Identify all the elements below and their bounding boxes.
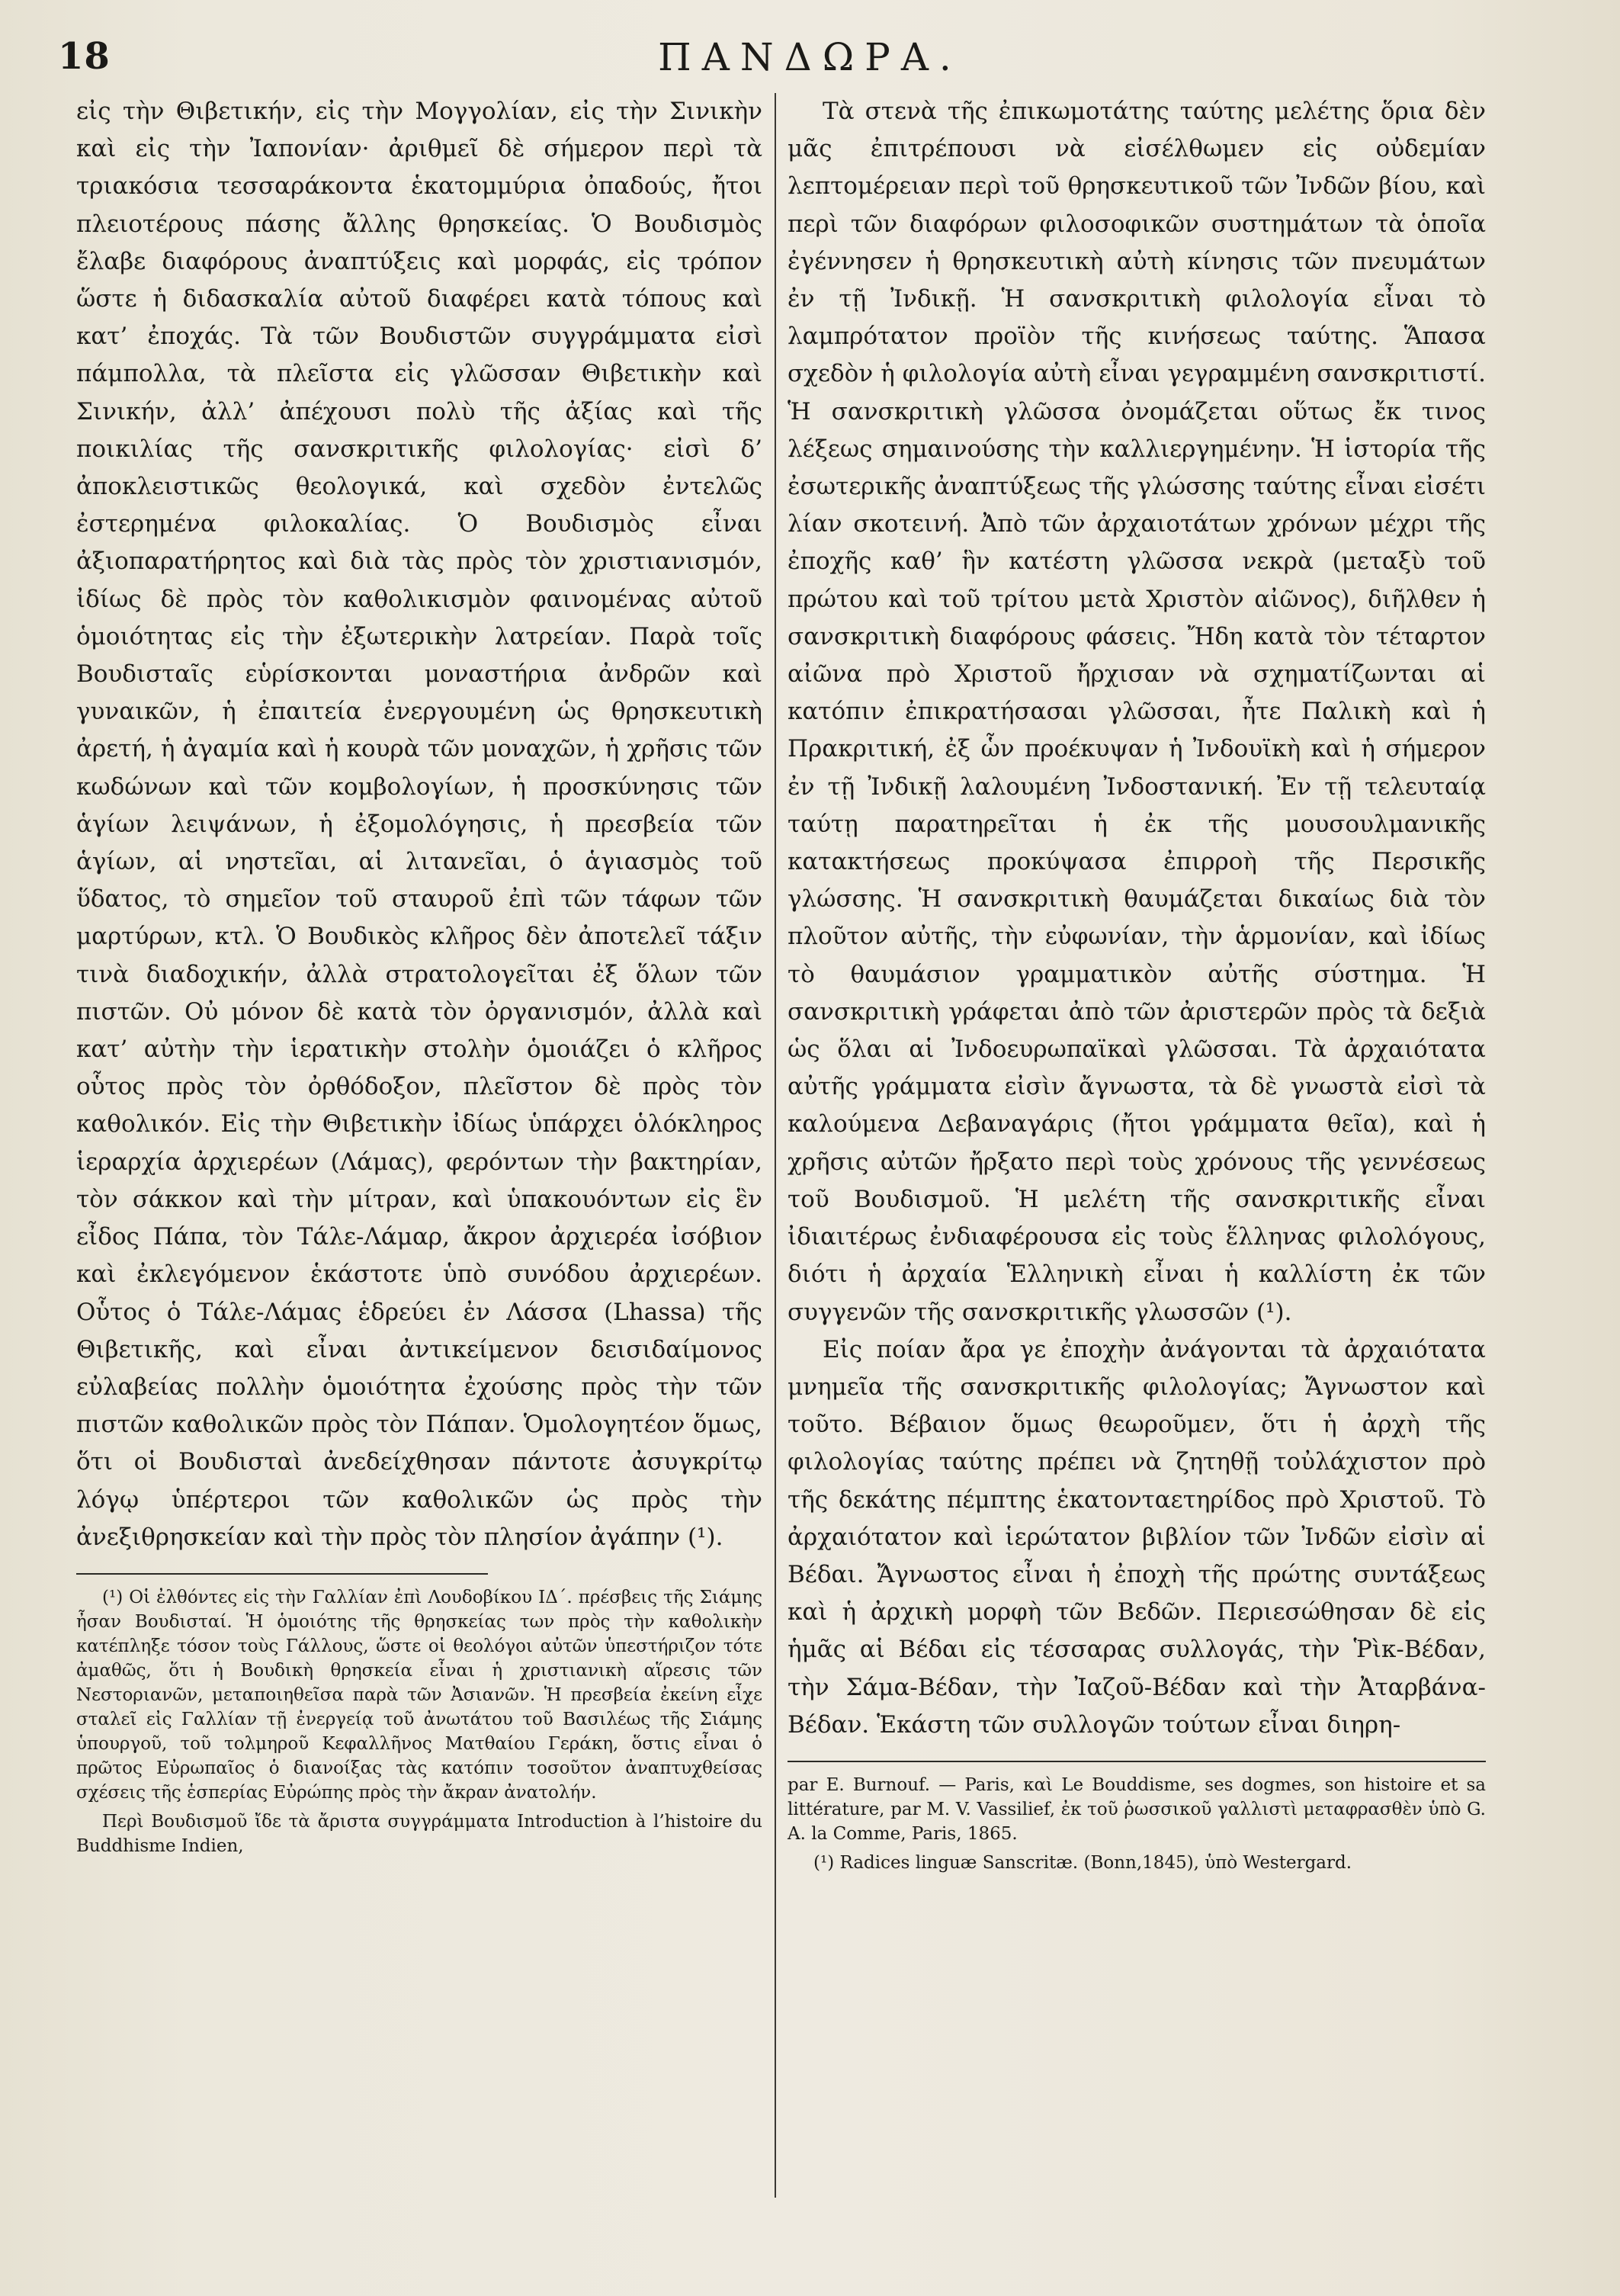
left-paragraph-1: εἰς τὴν Θιβετικήν, εἰς τὴν Μογγολίαν, εἰς τὴν Σινικὴν καὶ εἰς τὴν Ἰαπονίαν· ἀριθμεῖ δὲ σήμερον περὶ τὰ τριακόσια τεσσαράκοντα ἑκατομμύρια ὀπαδούς, ἤτοι πλειοτέρους πάσης ἄλλης θρησκείας. Ὁ Βουδισμὸς ἔλαβε διαφόρους ἀναπτύξεις καὶ μορφάς, εἰς τρόπον ὥστε ἡ διδασκαλία αὐτοῦ διαφέρει κατὰ τόπους καὶ κατ’ ἐποχάς. Τὰ τῶν Βουδιστῶν συγγράμματα εἰσὶ πάμπολλα, τὰ πλεῖστα εἰς γλῶσσαν Θιβετικὴν καὶ Σινικήν, ἀλλ’ ἀπέχουσι πολὺ τῆς ἀξίας καὶ τῆς ποικιλίας τῆς σανσκριτικῆς φιλολογίας· εἰσὶ δ’ ἀποκλειστικῶς θεολογικά, καὶ σχεδὸν ἐντελῶς ἐστερημένα φιλοκαλίας. Ὁ Βουδισμὸς εἶναι ἀξιοπαρατήρητος καὶ διὰ τὰς πρὸς τὸν χριστιανισμόν, ἰδίως δὲ πρὸς τὸν καθολικισμὸν φαινομένας αὐτοῦ ὁμοιότητας εἰς τὴν ἐξωτερικὴν λατρείαν. Παρὰ τοῖς Βουδισταῖς εὑρίσκονται μοναστήρια ἀνδρῶν καὶ γυναικῶν, ἡ ἐπαιτεία ἐνεργουμένη ὡς θρησκευτικὴ ἀρετή, ἡ ἀγαμία καὶ ἡ κουρὰ τῶν μοναχῶν, ἡ χρῆσις τῶν κωδώνων καὶ τῶν κομβολογίων, ἡ προσκύνησις τῶν ἁγίων λειψάνων, ἡ ἐξομολόγησις, ἡ πρεσβεία τῶν ἁγίων, αἱ νηστεῖαι, αἱ λιτανεῖαι, ὁ ἁγιασμὸς τοῦ ὕδατος, τὸ σημεῖον τοῦ σταυροῦ ἐπὶ τῶν τάφων τῶν μαρτύρων, κτλ. Ὁ Βουδικὸς κλῆρος δὲν ἀποτελεῖ τάξιν τινὰ διαδοχικήν, ἀλλὰ στρατολογεῖται ἐξ ὅλων τῶν πιστῶν. Οὐ μόνον δὲ κατὰ τὸν ὀργανισμόν, ἀλλὰ καὶ κατ’ αὐτὴν τὴν ἱερατικὴν στολὴν ὁμοιάζει ὁ κλῆρος οὗτος πρὸς τὸν ὀρθόδοξον, πλεῖστον δὲ πρὸς τὸν καθολικόν. Εἰς τὴν Θιβετικὴν ἰδίως ὑπάρχει ὁλόκληρος ἱεραρχία ἀρχιερέων (Λάμας), φερόντων τὴν βακτηρίαν, τὸν σάκκον καὶ τὴν μίτραν, καὶ ὑπακουόντων εἰς ἓν εἶδος Πάπα, τὸν Τάλε-Λάμαρ, ἄκρον ἀρχιερέα ἰσόβιον καὶ ἐκλεγόμενον ἑκάστοτε ὑπὸ συνόδου ἀρχιερέων. Οὗτος ὁ Τάλε-Λάμας ἑδρεύει ἐν Λάσσα (Lhassa) τῆς Θιβετικῆς, καὶ εἶναι ἀντικείμενον δεισιδαίμονος εὐλαβείας πολλὴν ὁμοιότητα ἐχούσης πρὸς τὴν τῶν πιστῶν καθολικῶν πρὸς τὸν Πάπαν. Ὁμολογητέον ὅμως, ὅτι οἱ Βουδισταὶ ἀνεδείχθησαν πάντοτε ἀσυγκρίτῳ λόγῳ ὑπέρτεροι τῶν καθολικῶν ὡς πρὸς τὴν ἀνεξιθρησκείαν καὶ τὴν πρὸς τὸν πλησίον ἀγάπην (¹).: [76, 98, 762, 1551]
right-paragraph-2: Εἰς ποίαν ἄρα γε ἐποχὴν ἀνάγονται τὰ ἀρχαιότατα μνημεῖα τῆς σανσκριτικῆς φιλολογίας; Ἄγνωστον καὶ τοῦτο. Βέβαιον ὅμως θεωροῦμεν, ὅτι ἡ ἀρχὴ τῆς φιλολογίας ταύτης πρέπει νὰ ζητηθῇ τοὐλάχιστον πρὸ τῆς δεκάτης πέμπτης ἑκατονταετηρίδος πρὸ Χριστοῦ. Τὸ ἀρχαιότατον καὶ ἱερώτατον βιβλίον τῶν Ἰνδῶν εἰσὶν αἱ Βέδαι. Ἄγνωστος εἶναι ἡ ἐποχὴ τῆς πρώτης συντάξεως καὶ ἡ ἀρχικὴ μορφὴ τῶν Βεδῶν. Περιεσώθησαν δὲ εἰς ἡμᾶς αἱ Βέδαι εἰς τέσσαρας συλλογάς, τὴν Ῥὶκ-Βέδαν, τὴν Σάμα-Βέδαν, τὴν Ἰαζοῦ-Βέδαν καὶ τὴν Ἀταρβάνα-Βέδαν. Ἑκάστη τῶν συλλογῶν τούτων εἶναι διηρη-: [788, 1335, 1486, 1739]
left-column: [76, 93, 762, 1858]
column-divider: [775, 93, 776, 2198]
left-footnote-1: (¹) Οἱ ἐλθόντες εἰς τὴν Γαλλίαν ἐπὶ Λουδοβίκου ΙΔ΄. πρέσβεις τῆς Σιάμης ἦσαν Βουδισταί. Ἡ ὁμοιότης τῆς θρησκείας των πρὸς τὴν καθολικὴν κατέπληξε τόσον τοὺς Γάλλους, ὥστε οἱ θεολόγοι αὐτῶν ὑπεστήριζον τότε ἀμαθῶς, ὅτι ἡ Βουδικὴ θρησκεία εἶναι ἡ χριστιανικὴ αἵρεσις τῶν Νεστοριανῶν, μεταποιηθεῖσα παρὰ τῶν Ἀσιανῶν. Ἡ πρεσβεία ἐκείνη εἶχε σταλεῖ εἰς Γαλλίαν τῇ ἐνεργείᾳ τοῦ ἀνωτάτου τοῦ Βασιλέως τῆς Σιάμης ὑπουργοῦ, τοῦ τολμηροῦ Κεφαλλῆνος Ματθαίου Γεράκη, ὅστις εἶναι ὁ πρῶτος Εὐρωπαῖος ὁ διανοίξας τὰς κατόπιν τοσοῦτον ἀναπτυχθείσας σχέσεις τῆς ἑσπερίας Εὐρώπης πρὸς τὴν ἄκραν ἀνατολήν.: [76, 1587, 762, 1803]
left-footnote-rule: [76, 1573, 488, 1575]
right-column: [788, 93, 1486, 1875]
left-footnote-2: Περὶ Βουδισμοῦ ἴδε τὰ ἄριστα συγγράμματα Introduction à l’histoire du Buddhisme Indien,: [76, 1811, 762, 1856]
right-footnote-2: (¹) Radices linguæ Sanscritæ. (Bonn,1845), ὑπὸ Westergard.: [813, 1852, 1352, 1873]
page-number: 18: [58, 35, 111, 78]
right-paragraph-1: Τὰ στενὰ τῆς ἐπικωμοτάτης ταύτης μελέτης ὅρια δὲν μᾶς ἐπιτρέπουσι νὰ εἰσέλθωμεν εἰς οὐδεμίαν λεπτομέρειαν περὶ τοῦ θρησκευτικοῦ τῶν Ἰνδῶν βίου, καὶ περὶ τῶν διαφόρων φιλοσοφικῶν συστημάτων τὰ ὁποῖα ἐγέννησεν ἡ θρησκευτικὴ αὐτὴ κίνησις τῶν πνευμάτων ἐν τῇ Ἰνδικῇ. Ἡ σανσκριτικὴ φιλολογία εἶναι τὸ λαμπρότατον προϊὸν τῆς κινήσεως ταύτης. Ἅπασα σχεδὸν ἡ φιλολογία αὐτὴ εἶναι γεγραμμένη σανσκριτιστί. Ἡ σανσκριτικὴ γλῶσσα ὀνομάζεται οὕτως ἔκ τινος λέξεως σημαινούσης τὴν καλλιεργημένην. Ἡ ἱστορία τῆς ἐσωτερικῆς ἀναπτύξεως τῆς γλώσσης ταύτης εἶναι εἰσέτι λίαν σκοτεινή. Ἀπὸ τῶν ἀρχαιοτάτων χρόνων μέχρι τῆς ἐποχῆς καθ’ ἣν κατέστη γλῶσσα νεκρὰ (μεταξὺ τοῦ πρώτου καὶ τοῦ τρίτου μετὰ Χριστὸν αἰῶνος), διῆλθεν ἡ σανσκριτικὴ διαφόρους φάσεις. Ἤδη κατὰ τὸν τέταρτον αἰῶνα πρὸ Χριστοῦ ἤρχισαν νὰ σχηματίζωνται αἱ κατόπιν ἐπικρατήσασαι γλῶσσαι, ἦτε Παλικὴ καὶ ἡ Πρακριτική, ἐξ ὧν προέκυψαν ἡ Ἰνδουϊκὴ καὶ ἡ σήμερον ἐν τῇ Ἰνδικῇ λαλουμένη Ἰνδοστανική. Ἐν τῇ τελευταίᾳ ταύτῃ παρατηρεῖται ἡ ἐκ τῆς μουσουλμανικῆς κατακτήσεως προκύψασα ἐπιρροὴ τῆς Περσικῆς γλώσσης. Ἡ σανσκριτικὴ θαυμάζεται δικαίως διὰ τὸν πλοῦτον αὐτῆς, τὴν εὐφωνίαν, τὴν ἁρμονίαν, καὶ ἰδίως τὸ θαυμάσιον γραμματικὸν αὐτῆς σύστημα. Ἡ σανσκριτικὴ γράφεται ἀπὸ τῶν ἀριστερῶν πρὸς τὰ δεξιὰ ὡς ὅλαι αἱ Ἰνδοευρωπαϊκαὶ γλῶσσαι. Τὰ ἀρχαιότατα αὐτῆς γράμματα εἰσὶν ἄγνωστα, τὰ δὲ γνωστὰ εἰσὶ τὰ καλούμενα Δεβαναγάρις (ἤτοι γράμματα θεῖα), καὶ ἡ χρῆσις αὐτῶν ἤρξατο περὶ τοὺς χρόνους τῆς γεννέσεως τοῦ Βουδισμοῦ. Ἡ μελέτη τῆς σανσκριτικῆς εἶναι ἰδιαιτέρως ἐνδιαφέρουσα εἰς τοὺς ἕλληνας φιλολόγους, διότι ἡ ἀρχαία Ἑλληνικὴ εἶναι ἡ καλλίστη ἐκ τῶν συγγενῶν τῆς σανσκριτικῆς γλωσσῶν (¹).: [788, 98, 1486, 1326]
running-title: ΠΑΝΔΩΡΑ.: [658, 35, 962, 79]
right-footnote-1: par E. Burnouf. — Paris, καὶ Le Bouddisme, ses dogmes, son histoire et sa littérature, par M. V. Vassilief, ἐκ τοῦ ῥωσσικοῦ γαλλιστὶ μεταφρασθὲν ὑπὸ G. A. la Comme, Paris, 1865.: [788, 1774, 1486, 1844]
right-footnote-rule: [788, 1761, 1486, 1762]
